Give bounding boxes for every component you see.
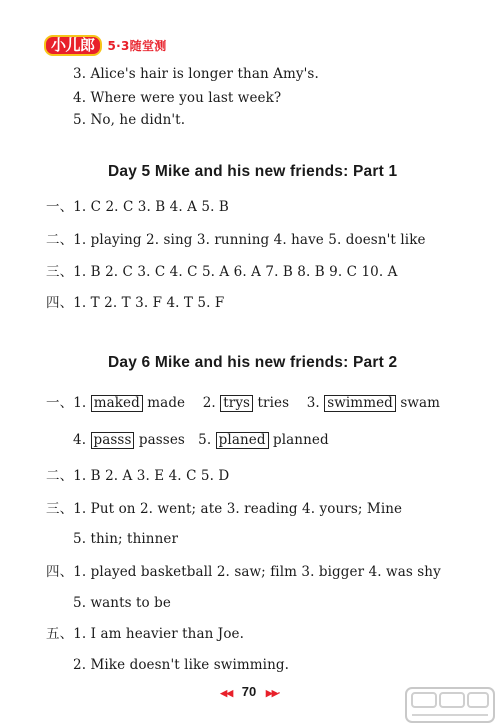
answer-line-5: 5. No, he didn't. [73,112,186,128]
wrong-word-box: passs [91,432,135,449]
day6-section-4-row-1: 四、1. played basketball 2. saw; film 3. bigger 4. was shy [46,564,441,580]
day6-section-5-row-2: 2. Mike doesn't like swimming. [73,657,290,673]
day6-section-3-row-1: 三、1. Put on 2. went; ate 3. reading 4. yours; Mine [46,501,403,517]
corrected-word: swam [400,395,441,411]
day5-section-4: 四、1. T 2. T 3. F 4. T 5. F [46,295,225,311]
item-number: 5. [198,432,212,448]
section-marker: 一、1. [46,395,87,411]
watermark-stamp-icon [404,686,496,724]
wrong-word-box: maked [91,395,143,412]
right-arrows-icon: ▶▶· [265,688,280,698]
publisher-logo [44,34,167,56]
day6-section-4-row-2: 5. wants to be [73,595,171,611]
day6-section-3-row-2: 5. thin; thinner [73,531,179,547]
day5-heading: Day 5 Mike and his new friends: Part 1 [108,163,398,180]
day5-section-1: 一、1. C 2. C 3. B 4. A 5. B [46,199,229,215]
day6-section-1-row-1 [46,395,440,412]
corrected-word: made [147,395,186,411]
corrected-word: planned [273,432,329,448]
wrong-word-box: planed [216,432,269,449]
item-number: 4. [73,432,87,448]
wrong-word-box: trys [220,395,253,412]
logo-subtitle: 5·3随堂测 [107,38,167,53]
day5-section-3: 三、1. B 2. C 3. C 4. C 5. A 6. A 7. B 8. B 9. C 10. A [46,264,398,280]
day6-section-1-row-2 [73,432,329,449]
day6-section-2: 二、1. B 2. A 3. E 4. C 5. D [46,468,230,484]
day6-heading: Day 6 Mike and his new friends: Part 2 [108,354,398,371]
corrected-word: passes [138,432,185,448]
page-number: 70 [241,684,257,699]
day5-section-2: 二、1. playing 2. sing 3. running 4. have 5. doesn't like [46,232,426,248]
item-number: 3. [306,395,320,411]
day6-section-5-row-1: 五、1. I am heavier than Joe. [46,626,245,642]
item-number: 2. [202,395,216,411]
corrected-word: tries [257,395,290,411]
answer-line-3: 3. Alice's hair is longer than Amy's. [73,66,319,82]
answer-line-4: 4. Where were you last week? [73,90,282,106]
wrong-word-box: swimmed [324,395,396,412]
logo-badge: 小儿郎 [44,35,102,56]
left-arrows-icon: ◀◀ [220,688,233,698]
